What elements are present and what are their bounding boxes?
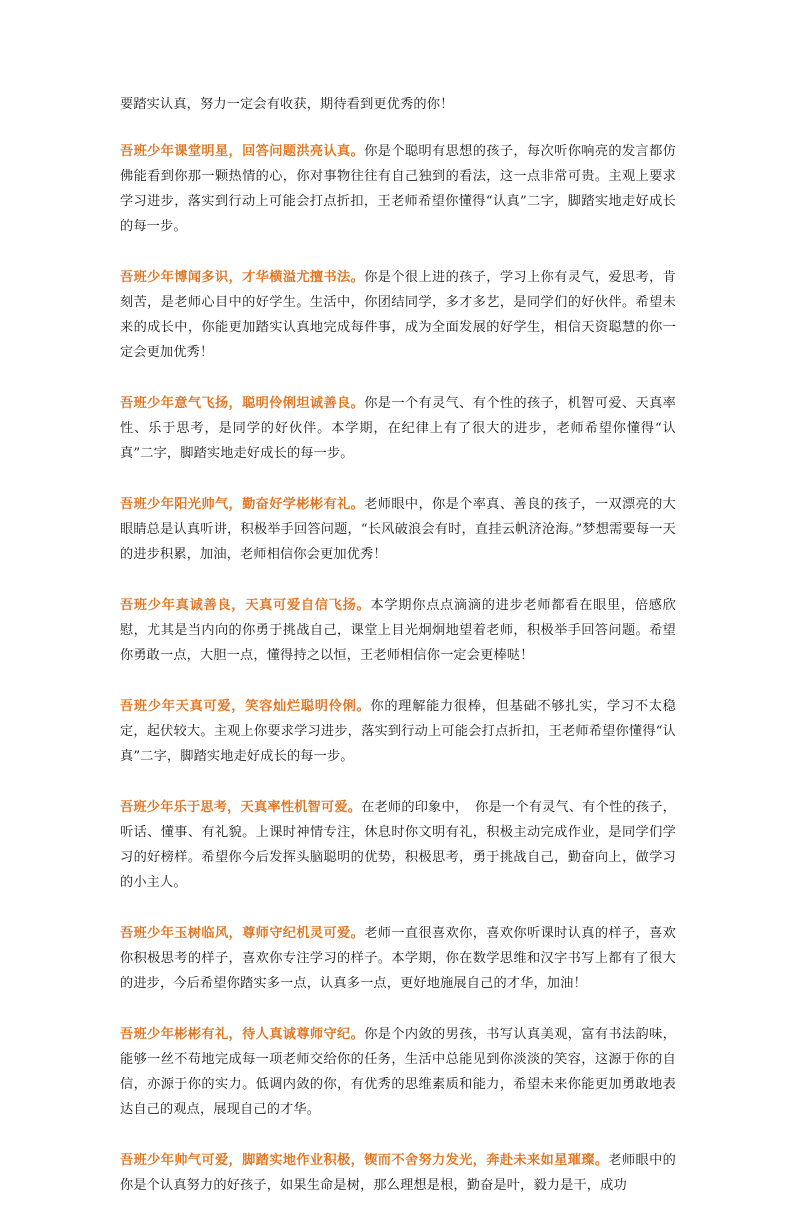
comment-paragraph xyxy=(120,593,676,668)
comment-body: 你的理解能力很棒，但基础不够扎实，学习不太稳定，起伏较大。主观上你要求学习进步，落实到行动上可能会打点折扣，王老师希望你懂得“认真”二字，脚踏实地走好成长的每一步。 xyxy=(120,699,676,764)
comment-body: 本学期你点点滴滴的进步老师都看在眼里，倍感欣慰，尤其是当内向的你勇于挑战自己，课堂上目光炯炯地望着老师，积极举手回答问题。希望你勇敢一点，大胆一点，懂得持之以恒，王老师相信你一定会更棒哒！ xyxy=(120,598,676,663)
comment-title: 吾班少年彬彬有礼，待人真诚尊师守纪。 xyxy=(120,1027,365,1042)
comment-paragraph xyxy=(120,795,676,895)
document-content xyxy=(120,92,676,1224)
comment-body: 老师眼中，你是个率真、善良的孩子，一双漂亮的大眼睛总是认真听讲，积极举手回答问题，“长风破浪会有时，直挂云帆济沧海。”梦想需要每一天的进步积累，加油，老师相信你会更加优秀！ xyxy=(120,497,676,562)
comment-title: 吾班少年乐于思考，天真率性机智可爱。 xyxy=(120,800,362,815)
comment-title: 吾班少年意气飞扬，聪明伶俐坦诚善良。 xyxy=(120,396,365,411)
comment-body: 老师一直很喜欢你，喜欢你听课时认真的样子，喜欢你积极思考的样子，喜欢你专注学习的样子。本学期，你在数学思维和汉字书写上都有了很大的进步，今后希望你踏实多一点，认真多一点，更好地施展自己的才华，加油！ xyxy=(120,926,676,991)
comment-paragraph xyxy=(120,265,676,365)
comment-paragraph xyxy=(120,1148,676,1198)
comment-paragraph xyxy=(120,391,676,466)
comment-paragraph xyxy=(120,492,676,567)
comment-body: 你是个聪明有思想的孩子，每次听你响亮的发言都仿佛能看到你那一颗热情的心，你对事物往往有自己独到的看法，这一点非常可贵。主观上要求学习进步，落实到行动上可能会打点折扣，王老师希望你懂得“认真”二字，脚踏实地走好成长的每一步。 xyxy=(120,144,676,234)
comment-body: 老师眼中的你是个认真努力的好孩子，如果生命是树，那么理想是根，勤奋是叶，毅力是干，成功 xyxy=(120,1153,676,1193)
comment-title: 吾班少年真诚善良，天真可爱自信飞扬。 xyxy=(120,598,371,613)
comment-title: 吾班少年博闻多识，才华横溢尤擅书法。 xyxy=(120,270,365,285)
comment-title: 吾班少年天真可爱，笑容灿烂聪明伶俐。 xyxy=(120,699,371,714)
comment-title: 吾班少年阳光帅气，勤奋好学彬彬有礼。 xyxy=(120,497,365,512)
comment-body: 你是个内敛的男孩，书写认真美观，富有书法韵味，能够一丝不苟地完成每一项老师交给你的任务，生活中总能见到你淡淡的笑容，这源于你的自信，亦源于你的实力。低调内敛的你，有优秀的思维素质和能力，希望未来你能更加勇敢地表达自己的观点，展现自己的才华。 xyxy=(120,1027,676,1117)
comment-paragraph xyxy=(120,1022,676,1122)
comment-body: 在老师的印象中， 你是一个有灵气、有个性的孩子，听话、懂事、有礼貌。上课时神情专注，休息时你文明有礼，积极主动完成作业，是同学们学习的好榜样。希望你今后发挥头脑聪明的优势，积极思考，勇于挑战自己，勤奋向上，做学习的小主人。 xyxy=(120,800,676,890)
comment-title: 吾班少年玉树临风，尊师守纪机灵可爱。 xyxy=(120,926,365,941)
comment-paragraph xyxy=(120,921,676,996)
comment-paragraph xyxy=(120,139,676,239)
opening-line: 要踏实认真，努力一定会有收获，期待看到更优秀的你！ xyxy=(120,97,454,112)
comment-title: 吾班少年课堂明星，回答问题洪亮认真。 xyxy=(120,144,365,159)
comment-body: 你是个很上进的孩子，学习上你有灵气，爱思考，肯刻苦，是老师心目中的好学生。生活中，你团结同学，多才多艺，是同学们的好伙伴。希望未来的成长中，你能更加踏实认真地完成每件事，成为全面发展的好学生，相信天资聪慧的你一定会更加优秀！ xyxy=(120,270,676,360)
comment-body: 你是一个有灵气、有个性的孩子，机智可爱、天真率性、乐于思考，是同学的好伙伴。本学期，在纪律上有了很大的进步，老师希望你懂得“认真”二字，脚踏实地走好成长的每一步。 xyxy=(120,396,676,461)
comment-title: 吾班少年帅气可爱，脚踏实地作业积极，锲而不舍努力发光，奔赴未来如星璀璨。 xyxy=(120,1153,609,1168)
comment-paragraph xyxy=(120,694,676,769)
